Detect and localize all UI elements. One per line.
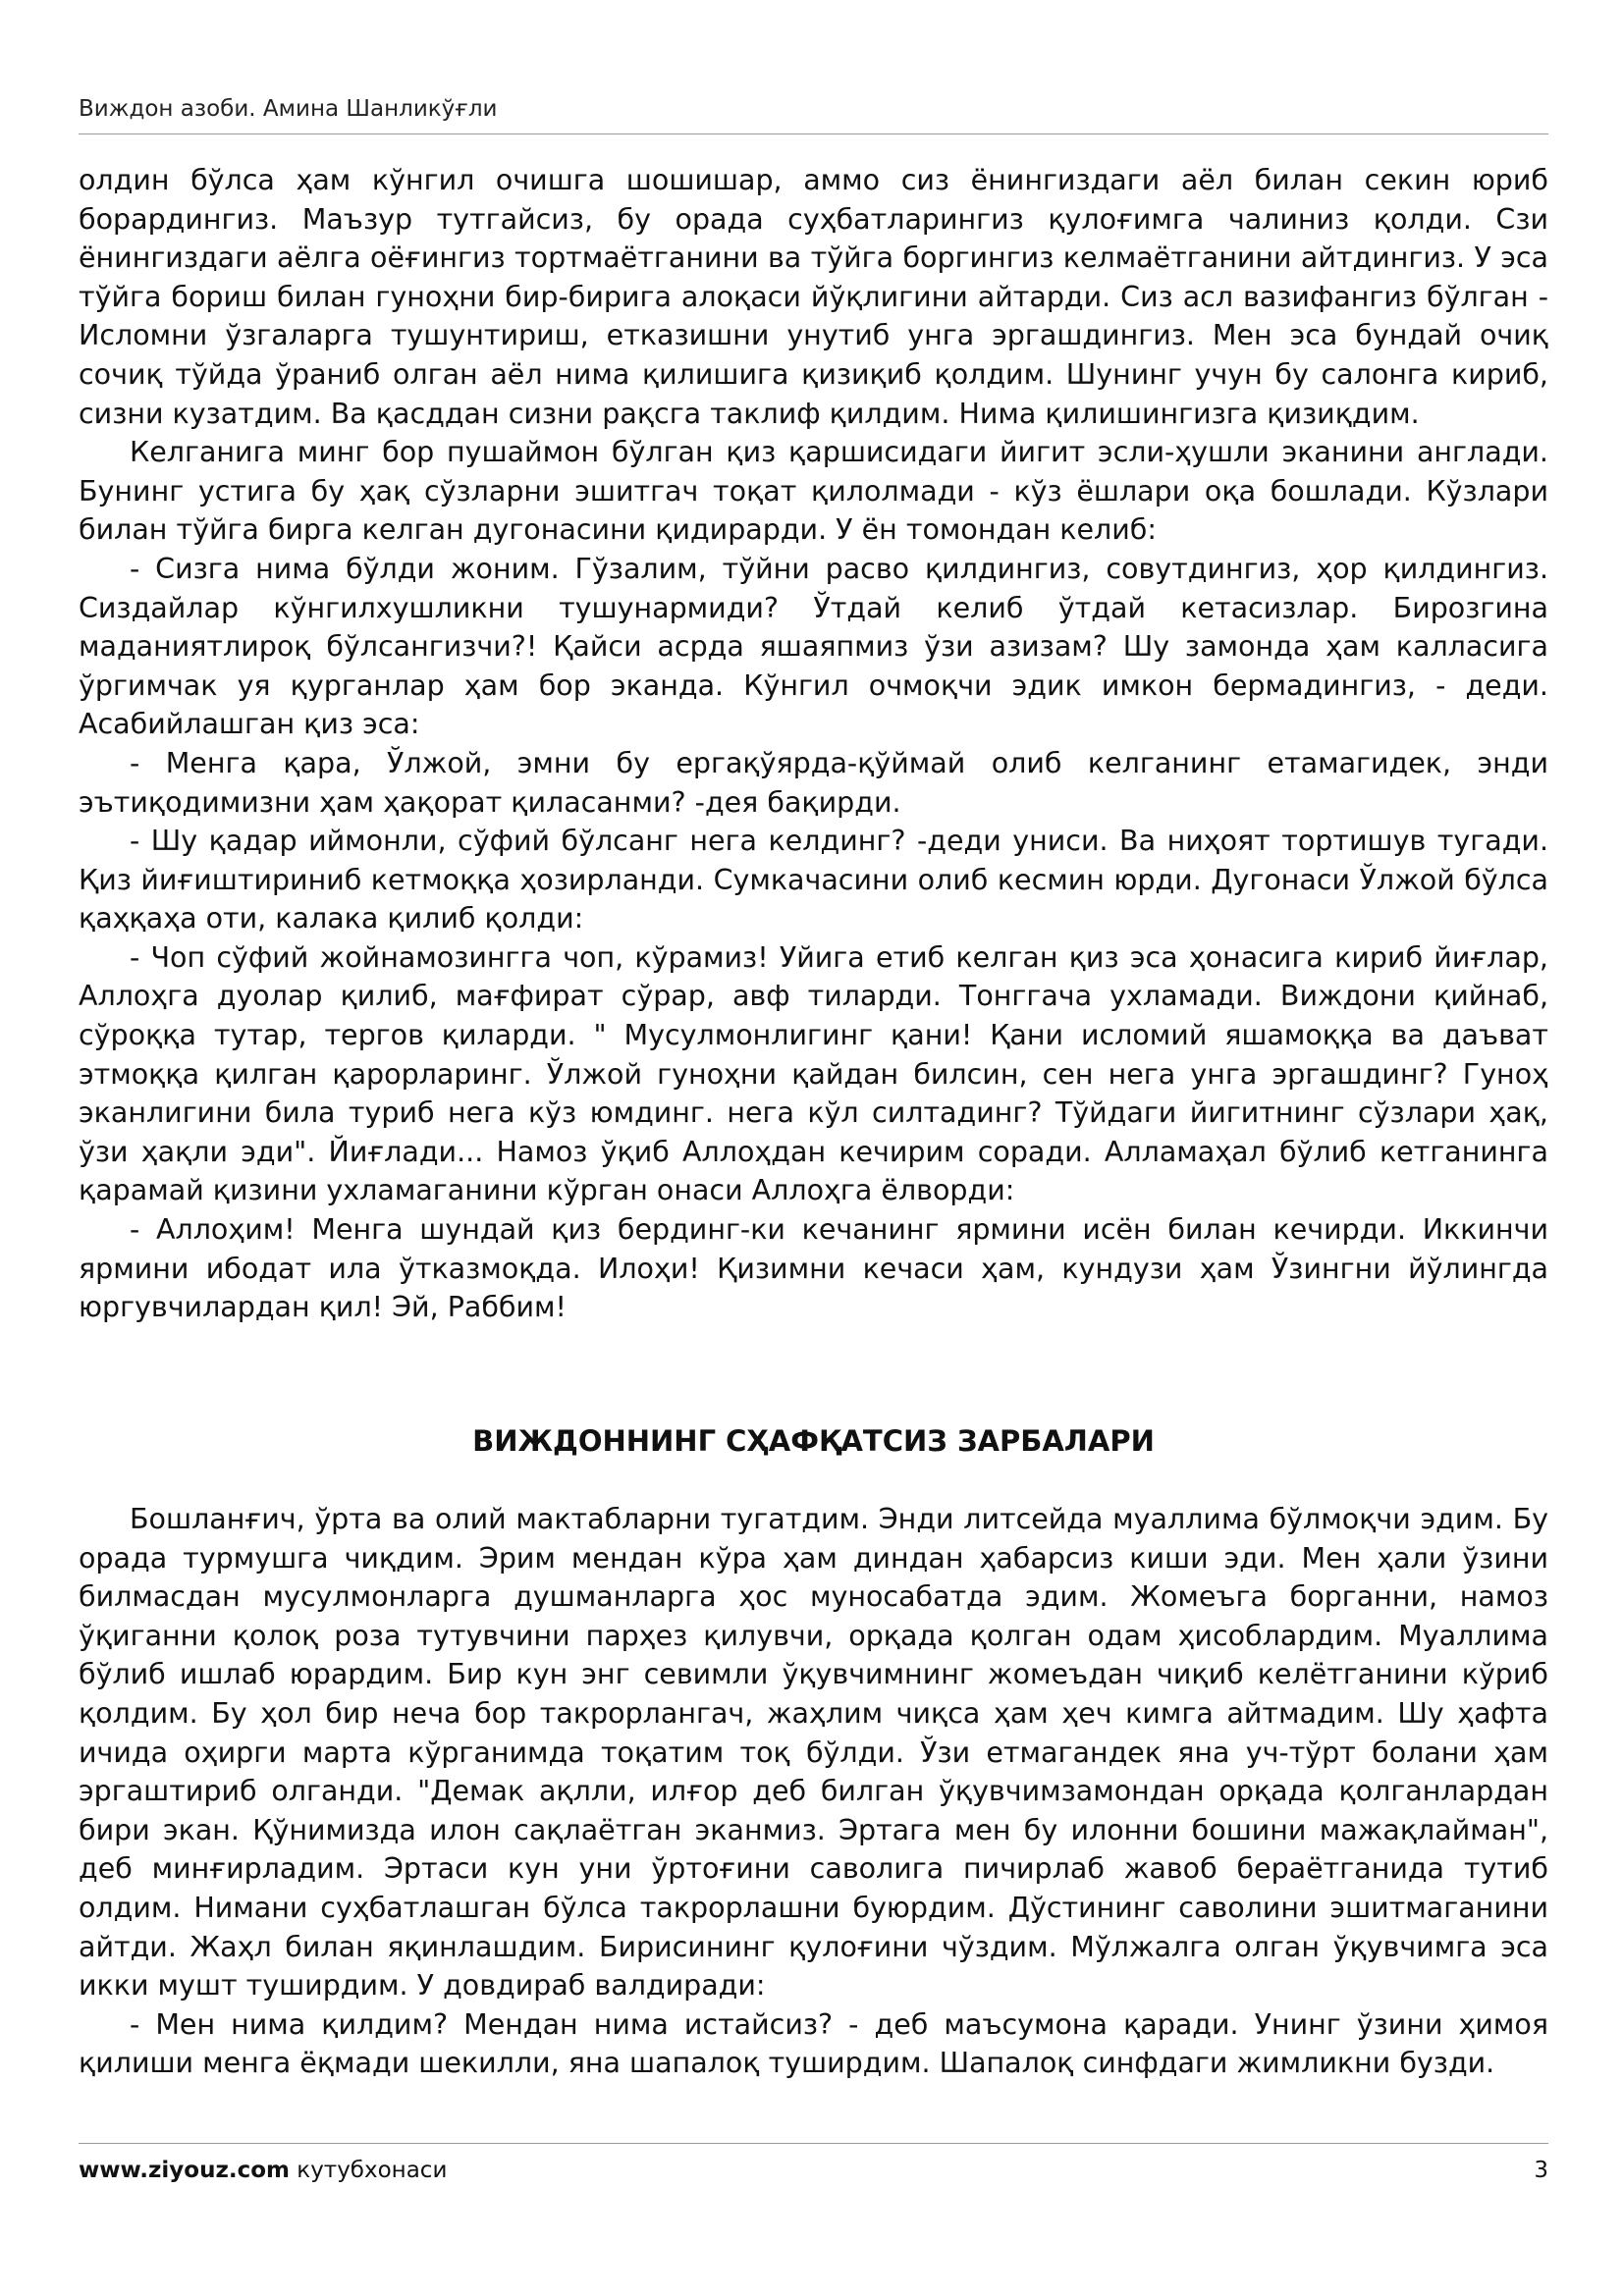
paragraph: - Менга қара, Ўлжой, эмни бу ергақўярда-қўймай олиб келганинг етамагидек, энди эътиқодимизни ҳам ҳақорат қиласанми? -дея бақирди. [79,746,1548,819]
section-title: ВИЖДОННИНГ СҲАФҚАТСИЗ ЗАРБАЛАРИ [472,1424,1155,1458]
running-header: Виждон азоби. Амина Шанликўғли [79,96,498,122]
page-footer [79,2156,1548,2185]
document-page [79,0,1548,2296]
body-text [79,161,1548,1327]
section-body-text [79,1500,1548,2083]
paragraph: Бошланғич, ўрта ва олий мактабларни тугатдим. Энди литсейда муаллима бўлмоқчи эдим. Бу орада турмушга чиқдим. Эрим мендан кўра ҳам диндан ҳабарсиз киши эди. Мен ҳали ўзини билмасдан мусулмонларга душманларга ҳос муносабатда эдим. Жомеъга борганни, намоз ўқиганни қолоқ роза тутувчини парҳез қилувчи, орқада қолган одам ҳисоблардим. Муаллима бўлиб ишлаб юрардим. Бир кун энг севимли ўқувчимнинг жомеъдан чиқиб келётганини кўриб қолдим. Бу ҳол бир неча бор такрорлангач, жаҳлим чиқса ҳам ҳеч кимга айтмадим. Шу ҳафта ичида оҳирги марта кўрганимда тоқатим тоқ бўлди. Ўзи етмагандек яна уч-тўрт болани ҳам эргаштириб олганди. "Демак ақлли, илғор деб билган ўқувчимзамондан орқада қолганлардан бири экан. Қўнимизда илон сақлаётган эканмиз. Эртага мен бу илонни бошини мажақлайман", деб минғирладим. Эртаси кун уни ўртоғини саволига пичирлаб жавоб бераётганида тутиб олдим. Нимани суҳбатлашган бўлса такрорлашни буюрдим. Дўстининг саволини эшитмаганини айтди. Жаҳл билан яқинлашдим. Бирисининг қулоғини чўздим. Мўлжалга олган ўқувчимга эса икки мушт туширдим. У довдираб валдиради: [79,1503,1548,2002]
footer-site-suffix: кутубхонаси [289,2158,448,2183]
paragraph: - Аллоҳим! Менга шундай қиз бердинг-ки кечанинг ярмини исён билан кечирди. Иккинчи ярмини ибодат ила ўтказмоқда. Илоҳи! Қизимни кечаси ҳам, кундузи ҳам Ўзингни йўлингда юргувчилардан қил! Эй, Раббим! [79,1213,1548,1324]
paragraph: - Шу қадар иймонли, сўфий бўлсанг нега келдинг? -деди униси. Ва ниҳоят тортишув тугади. Қиз йиғиштириниб кетмоққа ҳозирланди. Сумкачасини олиб кесмин юрди. Дугонаси Ўлжой бўлса қаҳқаҳа оти, калака қилиб қолди: [79,825,1548,935]
paragraph: - Сизга нима бўлди жоним. Гўзалим, тўйни расво қилдингиз, совутдингиз, ҳор қилдингиз. Сиздайлар кўнгилхушликни тушунармиди? Ўтдай келиб ўтдай кетасизлар. Бирозгина маданиятлироқ бўлсангизчи?! Қайси асрда яшаяпмиз ўзи азизам? Шу замонда ҳам калласига ўргимчак уя қурганлар ҳам бор эканда. Кўнгил очмоқчи эдик имкон бермадингиз, - деди. Асабийлашган қиз эса: [79,552,1548,741]
paragraph: Келганига минг бор пушаймон бўлган қиз қаршисидаги йигит эсли-ҳушли эканини англади. Бунинг устига бу ҳақ сўзларни эшитгач тоқат қилолмади - кўз ёшлари оқа бошлади. Кўзлари билан тўйга бирга келган дугонасини қидирарди. У ён томондан келиб: [79,436,1548,547]
paragraph: олдин бўлса ҳам кўнгил очишга шошишар, аммо сиз ёнингиздаги аёл билан секин юриб борардингиз. Маъзур тутгайсиз, бу орада суҳбатларингиз қулоғимга чалиниз қолди. Сзи ёнингиздаги аёлга оёғингиз тортмаётганини ва тўйга боргингиз келмаётганини айтдингиз. У эса тўйга бориш билан гуноҳни бир-бирига алоқаси йўқлигини айтарди. Сиз асл вазифангиз бўлган - Исломни ўзгаларга тушунтириш, етказишни унутиб унга эргашдингиз. Мен эса бундай очиқ сочиқ тўйда ўраниб олган аёл нима қилишига қизиқиб қолдим. Шунинг учун бу салонга кириб, сизни кузатдим. Ва қасддан сизни рақсга таклиф қилдим. Нима қилишингизга қизиқдим. [79,164,1548,430]
footer-site-link[interactable]: www.ziyouz.com [79,2158,290,2183]
paragraph: - Мен нима қилдим? Мендан нима истайсиз? - деб маъсумона қаради. Унинг ўзини ҳимоя қилиши менга ёқмади шекилли, яна шапалоқ туширдим. Шапалоқ синфдаги жимликни бузди. [79,2007,1548,2080]
page-number: 3 [1534,2158,1548,2183]
footer-divider [79,2143,1548,2144]
header-divider [79,133,1548,134]
paragraph: - Чоп сўфий жойнамозингга чоп, кўрамиз! Уйига етиб келган қиз эса ҳонасига кириб йиғлар, Аллоҳга дуолар қилиб, мағфират сўрар, авф тиларди. Тонггача ухламади. Виждони қийнаб, сўроққа тутар, тергов қиларди. " Мусулмонлигинг қани! Қани исломий яшамоққа ва даъват этмоққа қилган қарорларинг. Ўлжой гуноҳни қайдан билсин, сен нега унга эргашдинг? Гуноҳ эканлигини била туриб нега кўз юмдинг. нега кўл силтадинг? Тўйдаги йигитнинг сўзлари ҳақ, ўзи ҳақли эди". Йиғлади... Намоз ўқиб Аллоҳдан кечирим соради. Алламаҳал бўлиб кетганинга қарамай қизини ухламаганини кўрган онаси Аллоҳга ёлворди: [79,940,1548,1207]
